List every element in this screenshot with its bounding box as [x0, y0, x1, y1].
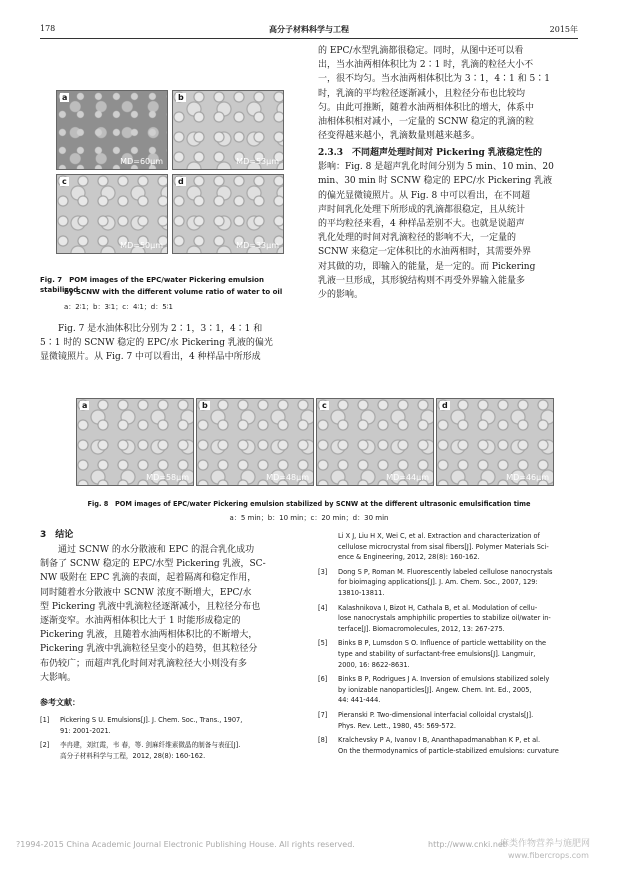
fig8-caption: Fig. 8 POM images of EPC/water Pickering emulsion stabilized by SCNW at the different ultrasonic emulsification time	[87, 500, 531, 508]
fig7-md-readout: MD=50μm	[120, 241, 163, 250]
text-line: 少的影响。	[318, 290, 364, 301]
reference-number: [7]	[318, 710, 328, 719]
text-line: 大影响。	[40, 672, 77, 683]
references-left	[40, 715, 302, 761]
header-rule	[40, 38, 578, 39]
reference-item	[318, 603, 580, 635]
text-line: 一，很不均匀。当水油两相体积比为 3∶1，4∶1 和 5∶1	[318, 74, 550, 85]
reference-text: 44: 441-444.	[338, 696, 381, 705]
reference-text: terface[J]. Biomacromolecules, 2012, 13: 267-275.	[338, 624, 505, 633]
reference-text: 91: 2001-2021.	[60, 726, 111, 735]
fig7-md-readout: MD=33μm	[236, 241, 279, 250]
text-line: 对其做的功，即输入的能量，是一定的。而 Pickering	[318, 261, 536, 272]
watermark-url: www.fibercrops.com	[508, 851, 589, 860]
text-line: 乳液一旦形成，其形貌结构则不再受外界输入能量多	[318, 275, 526, 286]
fig7-md-readout: MD=60μm	[120, 157, 163, 166]
text-line: 2.3.3 不同超声处理时间对 Pickering 乳液稳定性的	[318, 148, 542, 158]
reference-text: Kalashnikova I, Bizot H, Cathala B, et al. Modulation of cellu-	[338, 603, 538, 612]
reference-item	[318, 531, 580, 563]
reference-text: Kralchevsky P A, Ivanov I B, Ananthapadmanabhan K P, et al.	[338, 736, 541, 745]
journal-title: 高分子材料科学与工程	[269, 24, 349, 34]
text-line: 声时间乳化处理下所形成的乳滴都很稳定，且从统计	[318, 204, 526, 215]
text-line: 影响：Fig. 8 是超声乳化时间分别为 5 min、10 min、20	[318, 162, 554, 173]
reference-text: Binks B P, Rodrigues J A. Inversion of emulsions stabilized solely	[338, 675, 550, 684]
fig7-caption-line1: Fig. 7 POM images of the EPC/water Pickering emulsion stabilized	[40, 276, 264, 294]
fig7-panel-label: b	[178, 93, 184, 102]
reference-number: [5]	[318, 639, 328, 648]
fig7-panel-label: d	[178, 177, 184, 186]
text-line: 油相体积相对减小，一定量的 SCNW 稳定的乳滴的粒	[318, 117, 534, 128]
text-line: min、30 min 时 SCNW 稳定的 EPC/水 Pickering 乳液	[318, 176, 553, 187]
reference-text: Binks B P, Lumsdon S O. Influence of particle wettability on the	[338, 639, 547, 648]
reference-text: lose nanocrystals amphiphilic properties to stabilize oil/water in-	[338, 614, 551, 623]
text-line: 型 Pickering 乳液中乳滴粒径逐渐减小，且粒径分布也	[40, 601, 261, 612]
fig7-panel-c	[56, 174, 168, 254]
right-body-text	[318, 44, 580, 143]
fig8-panel-c	[316, 398, 434, 486]
fig8-md-readout: MD=48μm	[266, 473, 309, 482]
reference-item	[40, 740, 302, 761]
fig8-panel-label: c	[322, 401, 327, 410]
reference-number: [1]	[40, 716, 50, 724]
references-right	[318, 531, 580, 756]
text-line: 出，当水油两相体积比为 2∶1 时，乳滴的粒径大小不	[318, 60, 534, 71]
reference-number: [8]	[318, 736, 328, 745]
text-line: 时，乳滴的平均粒径逐渐减小，且粒径分布也比较均	[318, 88, 526, 99]
reference-item	[318, 710, 580, 731]
reference-text: Li X J, Liu H X, Wei C, et al. Extraction and characterization of	[338, 532, 540, 540]
fig8-panel-d	[436, 398, 554, 486]
text-line: 制备了 SCNW 稳定的 EPC/水型 Pickering 乳液，SC-	[40, 559, 266, 570]
text-line: 的平均粒径来看，4 种样品差别不大。也就是说超声	[318, 219, 525, 230]
page-year: 2015年	[549, 25, 578, 34]
fig7-panel-b	[172, 90, 284, 170]
reference-text: Phys. Rev. Lett., 1980, 45: 569-572.	[338, 721, 457, 730]
watermark-cn: 麻类作物营养与施肥网	[500, 839, 591, 849]
text-line: Pickering 乳液中乳滴粒径呈变小的趋势，但其粒径分	[40, 644, 258, 655]
conclusion-heading: 3 结论	[40, 530, 74, 540]
fig7-panel-label: a	[62, 93, 68, 102]
text-line: 5∶1 时的 SCNW 稳定的 EPC/水 Pickering 乳液的偏光	[40, 338, 273, 349]
reference-text: 13810-13811.	[338, 588, 385, 597]
reference-text: Pieranski P. Two-dimensional interfacial colloidal crystals[J].	[338, 710, 534, 719]
fig7-caption-sub: a：2∶1；b：3∶1；c：4∶1；d：5∶1	[64, 303, 173, 311]
reference-item	[40, 715, 302, 736]
fig8-md-readout: MD=46μm	[506, 473, 549, 482]
fig7-md-readout: MD=53μm	[236, 157, 279, 166]
references-title: 参考文献：	[40, 698, 80, 707]
reference-text: by ionizable nanoparticles[J]. Angew. Chem. Int. Ed., 2005,	[338, 685, 532, 694]
fig8-panel-label: d	[442, 401, 448, 410]
reference-item	[318, 674, 580, 706]
reference-text: On the thermodynamics of particle-stabilized emulsions: curvature	[338, 746, 559, 755]
footer-url[interactable]: http://www.cnki.net	[428, 840, 506, 849]
text-line: 通过 SCNW 的水分散液和 EPC 的混合乳化成功	[58, 545, 255, 555]
text-line: 显微镜照片。从 Fig. 7 中可以看出，4 种样品中所形成	[40, 352, 261, 363]
reference-number: [6]	[318, 675, 328, 684]
text-line: 同时随着水分散液中 SCNW 浓度不断增大，EPC/水	[40, 587, 252, 598]
fig7-panel-a	[56, 90, 168, 170]
reference-number: [3]	[318, 567, 328, 576]
text-line: Pickering 乳液，且随着水油两相体积比的不断增大，	[40, 630, 258, 641]
left-body-text	[40, 322, 302, 365]
conclusion-text	[40, 543, 302, 685]
reference-number: [2]	[40, 741, 50, 750]
fig8-caption-sub: a：5 min；b：10 min；c：20 min；d：30 min	[229, 514, 389, 522]
reference-item	[318, 638, 580, 670]
fig8-md-readout: MD=58μm	[146, 473, 189, 482]
reference-text: 2000, 16: 8622-8631.	[338, 660, 410, 669]
section-2-3-3	[318, 146, 580, 302]
reference-text: Dong S P, Roman M. Fluorescently labeled cellulose nanocrystals	[338, 567, 553, 576]
text-line: 径变得越来越小，乳滴数量则越来越多。	[318, 131, 481, 142]
page-number: 178	[40, 24, 56, 33]
reference-text: type and stability of surfactant-free emulsions[J]. Langmuir,	[338, 649, 536, 658]
reference-text: ence & Engineering, 2012, 28(8): 160-162.	[338, 553, 480, 562]
text-line: SCNW 来稳定一定体积比的水油两相时，其需要外界	[318, 247, 532, 258]
reference-text: Pickering S U. Emulsions[J]. J. Chem. Soc., Trans., 1907,	[60, 716, 243, 724]
reference-text: for bioimaging applications[J]. J. Am. Chem. Soc., 2007, 129:	[338, 578, 538, 587]
reference-number: [4]	[318, 603, 328, 612]
fig8-panel-label: b	[202, 401, 208, 410]
fig7-panel-label: c	[62, 177, 67, 186]
fig8-panel-label: a	[82, 401, 88, 410]
reference-text: 高分子材料科学与工程，2012, 28(8): 160-162.	[60, 751, 206, 760]
text-line: 的偏光显微镜照片。从 Fig. 8 中可以看出，在不同超	[318, 190, 531, 201]
fig7-caption-line2: by SCNW with the different volume ratio of water to oil	[64, 288, 283, 296]
footer-copyright: ?1994-2015 China Academic Journal Electronic Publishing House. All rights reserved.	[16, 840, 355, 849]
text-line: 匀。由此可推断，随着水油两相体积比的增大，体系中	[318, 102, 535, 113]
text-line: Fig. 7 是水油体积比分别为 2∶1，3∶1，4∶1 和	[58, 324, 263, 334]
reference-item	[318, 567, 580, 599]
reference-item	[318, 735, 580, 756]
fig8-panel-b	[196, 398, 314, 486]
text-line: NW 吸附在 EPC 乳滴的表面，起着隔离和稳定作用，	[40, 573, 257, 584]
text-line: 逐渐变窄。水油两相体积比大于 1 时能形成稳定的	[40, 616, 241, 627]
reference-text: cellulose microcrystal from sisal fibers[J]. Polymer Materials Sci-	[338, 542, 549, 551]
fig8-panel-a	[76, 398, 194, 486]
text-line: 乳化处理的时间对乳滴粒径的影响不大，一定量的	[318, 233, 517, 244]
fig7-panel-d	[172, 174, 284, 254]
reference-text: 李冉建，刘红霞，韦 春，等. 剑麻纤维素微晶的制备与表征[J].	[60, 741, 241, 750]
fig8-md-readout: MD=44μm	[386, 473, 429, 482]
text-line: 的 EPC/水型乳滴都很稳定。同时，从图中还可以看	[318, 46, 524, 56]
text-line: 布仍较广；而超声乳化时间对乳滴粒径大小则没有多	[40, 658, 248, 669]
